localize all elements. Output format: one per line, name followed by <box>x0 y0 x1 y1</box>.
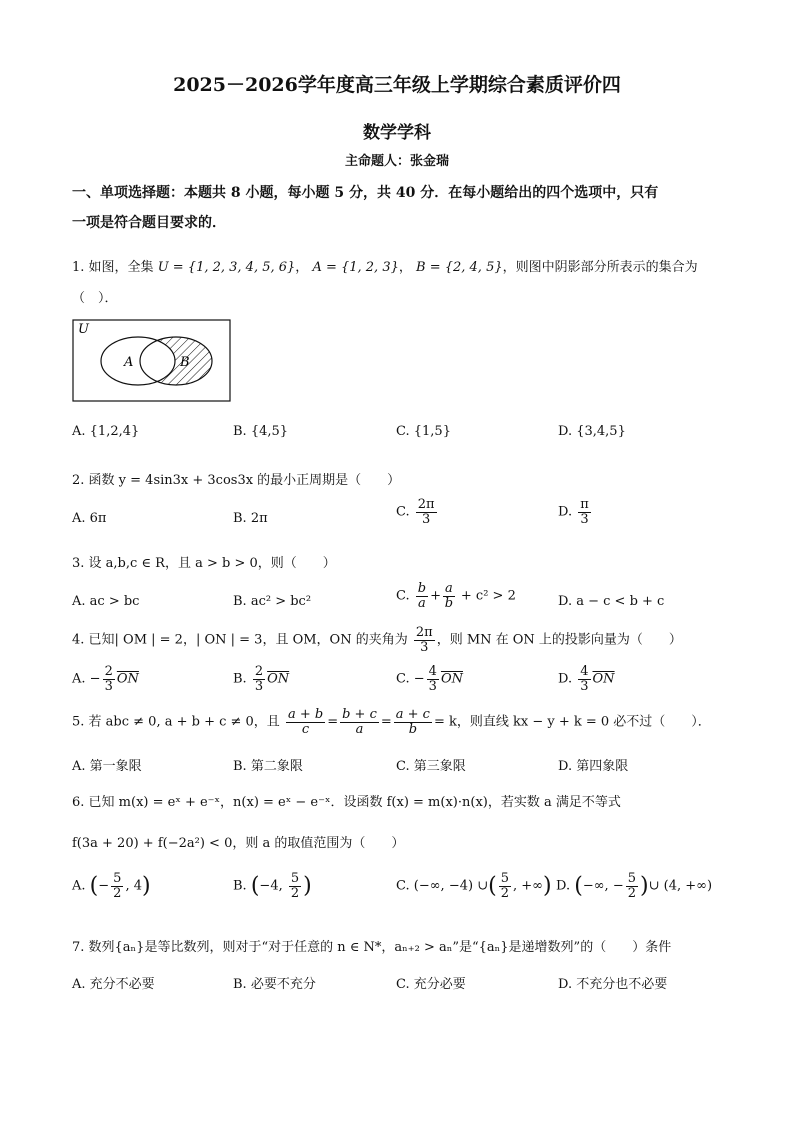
q6-option-b[interactable]: B. (−4, $\frac{5}{2}$ ) <box>233 871 312 901</box>
q6-option-d[interactable]: D. (−∞, − $\frac{5}{2}$ )∪ (4, +∞) <box>556 871 713 901</box>
q1-option-d[interactable]: D. {3,4,5} <box>558 424 626 439</box>
q5-option-d[interactable]: D. 第四象限 <box>558 759 629 774</box>
question-7: 7. 数列{aₙ}是等比数列，则对于“对于任意的 n ∈ N*，aₙ₊₂ > aₙ”是“{aₙ}是递增数列”的（ ）条件 <box>72 940 672 955</box>
q4-angle-fraction: $\frac{2\pi}{3}$ <box>415 625 433 655</box>
question-6-line1: 6. 已知 m(x) = eˣ + e⁻ˣ，n(x) = eˣ − e⁻ˣ．设函数 f(x) = m(x)·n(x)，若实数 a 满足不等式 <box>72 795 621 810</box>
q1-suffix: ，则图中阴影部分所表示的集合为 <box>502 260 698 275</box>
q1-set-a: A = {1, 2, 3} <box>312 260 399 275</box>
q2-option-a[interactable]: A. 6π <box>72 511 107 526</box>
q2-option-b[interactable]: B. 2π <box>233 511 268 526</box>
q5-fraction-3: $\frac{a + c}{b}$ <box>395 707 430 737</box>
question-6-line2: f(3a + 20) + f(−2a²) < 0，则 a 的取值范围为（ ） <box>72 836 405 851</box>
q4-option-d[interactable]: D. $\frac{4}{3}$ $\overline{ON}$ <box>558 664 615 694</box>
q3-option-b[interactable]: B. ac² > bc² <box>233 594 312 609</box>
venn-label-a: A <box>124 355 134 370</box>
q1-set-u: U = {1, 2, 3, 4, 5, 6} <box>157 260 296 275</box>
q5-option-a[interactable]: A. 第一象限 <box>72 759 142 774</box>
q5-suffix: = k，则直线 kx − y + k = 0 必不过（ ）． <box>433 714 711 730</box>
q6-option-a[interactable]: A. (− $\frac{5}{2}$ , 4) <box>72 871 151 901</box>
q3-option-c-label: C. <box>396 588 410 604</box>
q7-option-a[interactable]: A. 充分不必要 <box>72 977 155 992</box>
q1-option-a[interactable]: A. {1,2,4} <box>72 424 140 439</box>
q4-text-a: 4. 已知| OM | = 2，| ON | = 3，且 OM，ON 的夹角为 <box>72 632 408 648</box>
q3-option-c-tail: + c² > 2 <box>460 588 516 604</box>
q2-option-c[interactable] <box>396 498 439 526</box>
q3-option-c-frac1: $\frac{b}{a}$ <box>417 581 427 611</box>
q3-option-a[interactable]: A. ac > bc <box>72 594 140 609</box>
q2-option-d[interactable] <box>558 498 593 526</box>
question-4 <box>72 626 682 654</box>
q1-set-b: B = {2, 4, 5} <box>416 260 503 275</box>
q5-option-c[interactable]: C. 第三象限 <box>396 759 466 774</box>
q1-option-b[interactable]: B. {4,5} <box>233 424 289 439</box>
question-5: 5. 若 abc ≠ 0, a + b + c ≠ 0，且 $\frac{a + b}{c}$ = $\frac{b + c}{a}$ = $\frac{a + c}{b}$ = k，则直线 kx − y + k = 0 必不过（ ）． <box>72 707 711 737</box>
q2-option-c-label: C. <box>396 504 410 520</box>
q4-option-c[interactable]: C. − $\frac{4}{3}$ $\overline{ON}$ <box>396 664 463 694</box>
section-heading-line1: 一、单项选择题：本题共 8 小题，每小题 5 分，共 40 分．在每小题给出的四个选项中，只有 <box>72 185 659 201</box>
section-heading-line2: 一项是符合题目要求的． <box>72 215 226 231</box>
q3-option-d[interactable]: D. a − c < b + c <box>558 594 665 609</box>
q1-blank: （ ）． <box>72 291 118 306</box>
question-3: 3. 设 a,b,c ∈ R，且 a > b > 0，则（ ） <box>72 556 336 571</box>
venn-label-u: U <box>78 322 89 337</box>
exam-title: 2025－2026学年度高三年级上学期综合素质评价四 <box>173 74 621 96</box>
q2-option-d-fraction: $\frac{\pi}{3}$ <box>580 497 589 527</box>
q7-option-d[interactable]: D. 不充分也不必要 <box>558 977 668 992</box>
q5-option-b[interactable]: B. 第二象限 <box>233 759 303 774</box>
q3-option-c-frac2: $\frac{a}{b}$ <box>444 581 454 611</box>
question-1: 1. 如图，全集 U = {1, 2, 3, 4, 5, 6}， A = {1, 2, 3}， B = {2, 4, 5}，则图中阴影部分所表示的集合为 <box>72 260 698 275</box>
q1-option-c[interactable]: C. {1,5} <box>396 424 451 439</box>
q2-option-d-label: D. <box>558 504 573 520</box>
q7-option-b[interactable]: B. 必要不充分 <box>233 977 316 992</box>
venn-diagram <box>72 319 232 403</box>
q2-option-c-fraction: $\frac{2\pi}{3}$ <box>417 497 435 527</box>
q6-option-c[interactable]: C. (−∞, −4) ∪( $\frac{5}{2}$ , +∞) <box>396 871 552 901</box>
q3-option-c[interactable]: C. $\frac{b}{a}$ + $\frac{a}{b}$ + c² > 2 <box>396 581 516 611</box>
q5-fraction-2: $\frac{b + c}{a}$ <box>342 707 377 737</box>
q5-prefix: 5. 若 abc ≠ 0, a + b + c ≠ 0，且 <box>72 714 280 730</box>
author-line: 主命题人：张金瑞 <box>344 154 449 169</box>
q4-option-b[interactable]: B. $\frac{2}{3}$ $\overline{ON}$ <box>233 664 290 694</box>
q1-prefix: 1. 如图，全集 <box>72 260 154 275</box>
q7-option-c[interactable]: C. 充分必要 <box>396 977 466 992</box>
subject-title: 数学学科 <box>363 123 431 143</box>
q5-fraction-1: $\frac{a + b}{c}$ <box>287 707 324 737</box>
q4-option-a[interactable]: A. − $\frac{2}{3}$ $\overline{ON}$ <box>72 664 139 694</box>
venn-label-b: B <box>180 355 190 370</box>
q4-text-b: ，则 MN 在 ON 上的投影向量为（ ） <box>436 632 682 648</box>
question-2: 2. 函数 y = 4sin3x + 3cos3x 的最小正周期是（ ） <box>72 473 401 488</box>
